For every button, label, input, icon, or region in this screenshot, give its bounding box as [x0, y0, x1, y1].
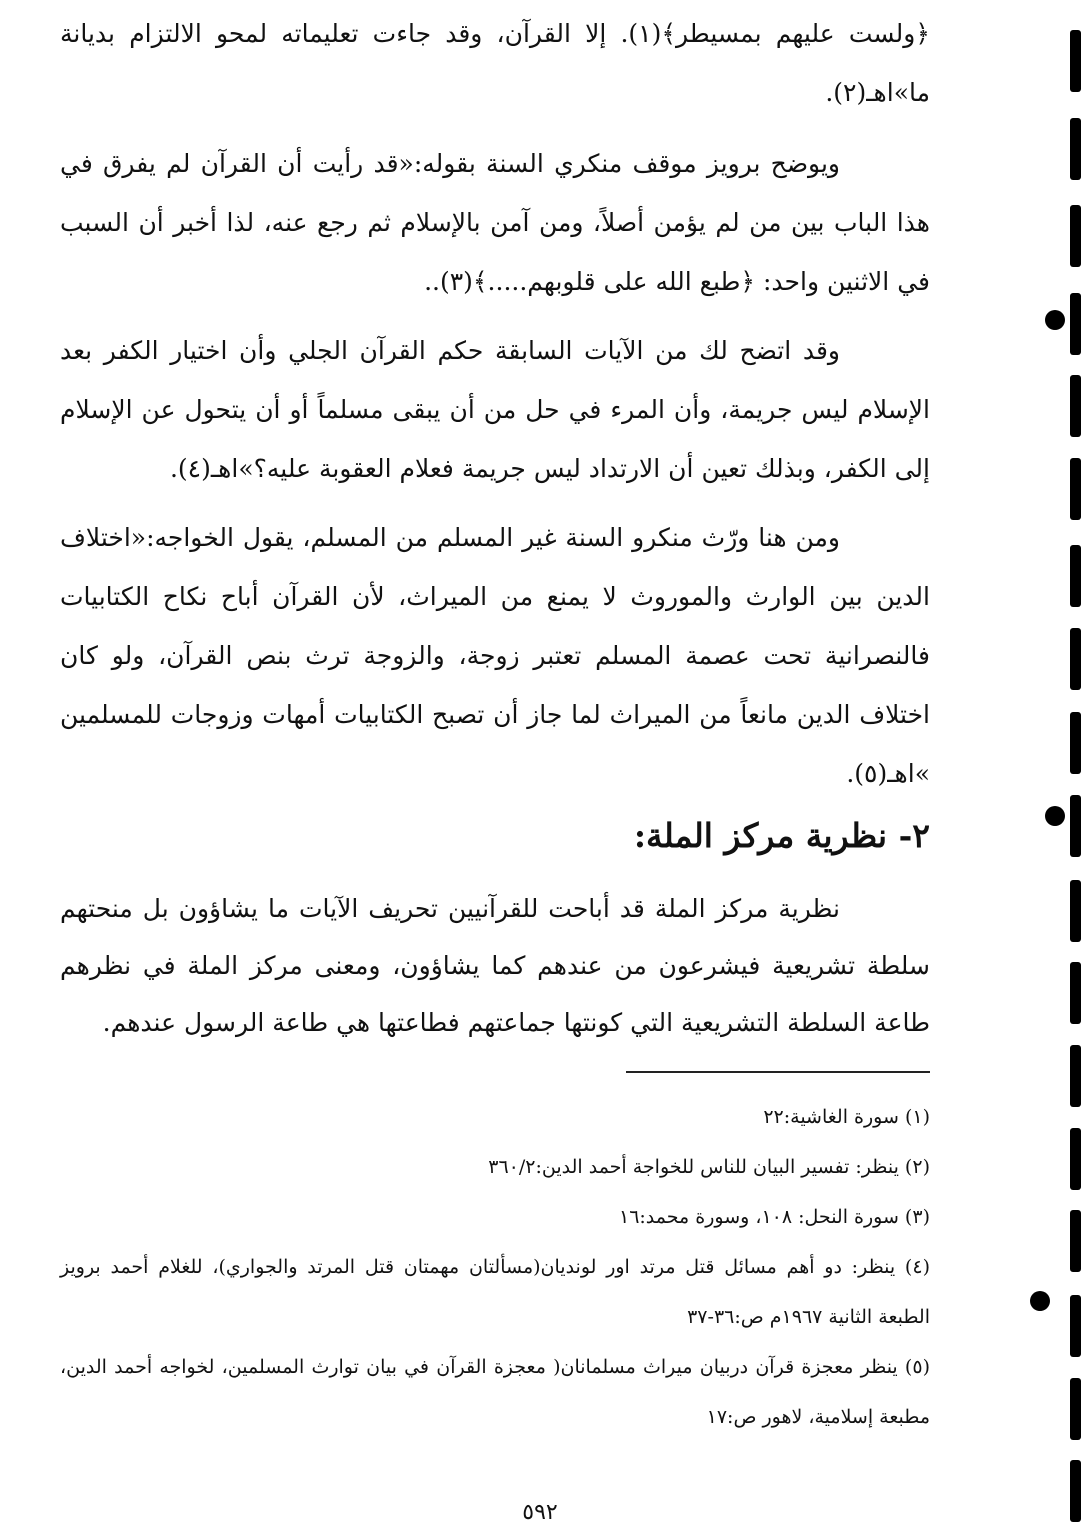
binding-mark: [1070, 1045, 1081, 1107]
binding-mark: [1070, 712, 1081, 774]
binding-mark: [1070, 118, 1081, 180]
binding-mark: [1070, 545, 1081, 607]
binding-mark: [1070, 30, 1081, 92]
punch-hole: [1045, 310, 1065, 330]
body-text: [60, 4, 930, 813]
binding-mark: [1070, 628, 1081, 690]
footnote-5: (٥) ينظر معجزة قرآن دربيان ميراث مسلمانان( معجزة القرآن في بيان توارث المسلمين، لخواجه أحمد الدين، مطبعة إسلامية، لاهور ص:١٧: [60, 1356, 930, 1428]
binding-mark: [1070, 293, 1081, 355]
binding-mark: [1070, 375, 1081, 437]
paragraph-continuation: ﴿ولست عليهم بمسيطر﴾(١). إلا القرآن، وقد جاءت تعليماته لمحو الالتزام بديانة ما»اهـ(٢).: [60, 19, 931, 107]
footnote-4: (٤) ينظر: دو أهم مسائل قتل مرتد اور لونديان(مسألتان مهمتان قتل المرتد والجواري)، للغلام أحمد برويز الطبعة الثانية ١٩٦٧م ص:٣٦-٣٧: [60, 1256, 930, 1328]
binding-mark: [1070, 458, 1081, 520]
section-paragraph: نظرية مركز الملة قد أباحت للقرآنيين تحريف الآيات ما يشاؤون بل منحتهم سلطة تشريعية فيشرعون من عندهم كما يشاؤون، ومعنى مركز الملة في نظرهم طاعة السلطة التشريعية التي كونتها جماعتهم فطاعتها هي طاعة الرسول عندهم.: [60, 894, 930, 1037]
binding-mark: [1070, 1128, 1081, 1190]
page-number: ٥٩٢: [522, 1500, 558, 1525]
punch-hole: [1045, 806, 1065, 826]
footnote-1: (١) سورة الغاشية:٢٢: [763, 1106, 930, 1128]
footnotes: [60, 1092, 930, 1442]
section-body: [60, 880, 930, 1051]
binding-mark: [1070, 1460, 1081, 1522]
section-heading: ٢- نظرية مركز الملة:: [633, 816, 930, 855]
binding-mark: [1070, 1210, 1081, 1272]
binding-mark: [1070, 962, 1081, 1024]
footnote-2: (٢) ينظر: تفسير البيان للناس للخواجة أحمد الدين:٣٦٠/٢: [488, 1156, 930, 1178]
punch-hole: [1030, 1291, 1050, 1311]
binding-mark: [1070, 880, 1081, 942]
paragraph-apostasy: وقد اتضح لك من الآيات السابقة حكم القرآن الجلي وأن اختيار الكفر بعد الإسلام ليس جريمة، وأن المرء في حل من أن يبقى مسلماً أو أن يتحول عن الإسلام إلى الكفر، وبذلك تعين أن الارتداد ليس جريمة فعلام العقوبة عليه؟»اهـ(٤).: [60, 336, 930, 483]
binding-mark: [1070, 1378, 1081, 1440]
binding-mark: [1070, 1295, 1081, 1357]
binding-mark: [1070, 795, 1081, 857]
paragraph-parwez-quote: ويوضح برويز موقف منكري السنة بقوله:«قد رأيت أن القرآن لم يفرق في هذا الباب بين من لم يؤمن أصلاً، ومن آمن بالإسلام ثم رجع عنه، لذا أخبر أن السبب في الاثنين واحد: ﴿طبع الله على قلوبهم.....﴾(٣)..: [60, 149, 930, 296]
binding-mark: [1070, 205, 1081, 267]
footnote-3: (٣) سورة النحل: ١٠٨، وسورة محمد:١٦: [618, 1206, 930, 1228]
paragraph-inheritance: ومن هنا ورّث منكرو السنة غير المسلم من المسلم، يقول الخواجه:«اختلاف الدين بين الوارث والموروث لا يمنع من الميراث، لأن القرآن أباح نكاح الكتابيات فالنصرانية تحت عصمة المسلم تعتبر زوجة، والزوجة ترث بنص القرآن، ولو كان اختلاف الدين مانعاً من الميراث لما جاز أن تصبح الكتابيات أمهات وزوجات للمسلمين »اهـ(٥).: [60, 523, 930, 788]
footnote-separator: [626, 1071, 930, 1073]
